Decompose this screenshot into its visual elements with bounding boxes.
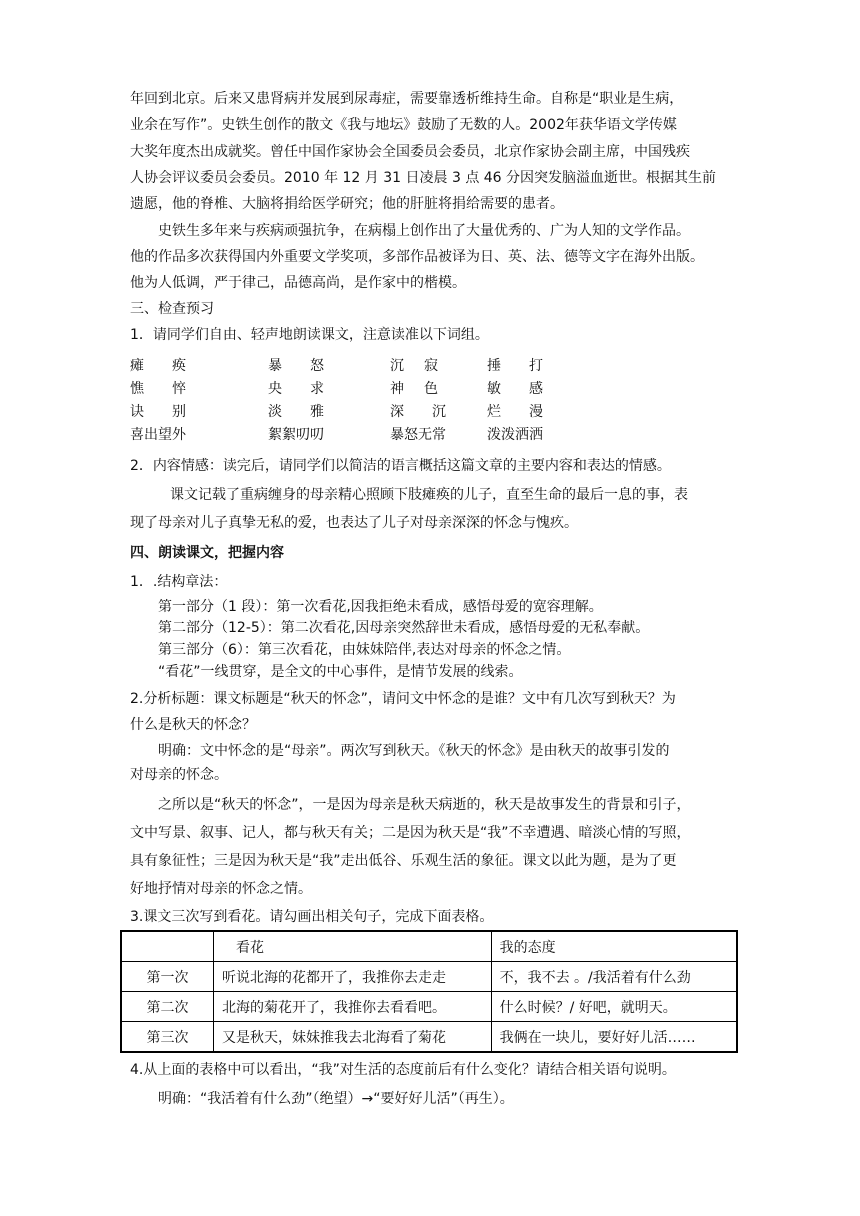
word-list bbox=[130, 355, 570, 447]
explanation-line-2: 文中写景、叙事、记人，都与秋天有关；二是因为秋天是“我”不幸遭遇、暗淡心情的写照， bbox=[130, 825, 691, 841]
section-heading-preview: 三、检查预习 bbox=[130, 301, 214, 317]
structure-thread: “看花”一线贯穿，是全文的中心事件，是情节发展的线索。 bbox=[158, 664, 523, 680]
attitude-answer: 明确：“我活着有什么劲”（绝望）→“要好好儿活”（再生）。 bbox=[158, 1091, 514, 1107]
table-row bbox=[121, 992, 737, 1022]
word: 敏感 bbox=[487, 381, 571, 397]
table-cell: 第二次 bbox=[121, 992, 214, 1022]
table-cell: 听说北海的花都开了，我推你去走走 bbox=[214, 962, 492, 992]
bio-line-7: 他的作品多次获得国内外重要文学奖项，多部作品被译为日、英、法、德等文字在海外出版。 bbox=[130, 249, 704, 265]
answer-2-line-2: 现了母亲对儿子真挚无私的爱，也表达了儿子对母亲深深的怀念与愧疚。 bbox=[130, 515, 578, 531]
word: 淡雅 bbox=[268, 404, 352, 420]
bio-line-8: 他为人低调，严于律己，品德高尚，是作家中的楷模。 bbox=[130, 275, 466, 291]
structure-part-3: 第三部分（6）：第三次看花，由妹妹陪伴,表达对母亲的怀念之情。 bbox=[158, 642, 571, 658]
answer-2-line-1: 课文记载了重病缠身的母亲精心照顾下肢瘫痪的儿子，直至生命的最后一息的事，表 bbox=[170, 487, 688, 503]
answer-title-line-2: 对母亲的怀念。 bbox=[130, 767, 228, 783]
table-row bbox=[121, 1022, 737, 1053]
table-cell: 我俩在一块儿，要好好儿活…… bbox=[491, 1022, 737, 1053]
word: 烂漫 bbox=[487, 404, 571, 420]
word: 憔悴 bbox=[130, 381, 214, 397]
table-cell: 什么时候？/ 好吧，就明天。 bbox=[491, 992, 737, 1022]
table-header-cell: 看花 bbox=[214, 931, 492, 962]
table-cell: 不，我不去 。/我活着有什么劲 bbox=[491, 962, 737, 992]
bio-line-5: 遗愿，他的脊椎、大脑将捐给医学研究；他的肝脏将捐给需要的患者。 bbox=[130, 196, 564, 212]
attitude-question: 4.从上面的表格中可以看出，“我”对生活的态度前后有什么变化？请结合相关语句说明。 bbox=[130, 1062, 676, 1078]
table-cell: 第一次 bbox=[121, 962, 214, 992]
word-row bbox=[130, 355, 570, 378]
table-row bbox=[121, 962, 737, 992]
section-heading-reading: 四、朗读课文，把握内容 bbox=[130, 545, 284, 561]
bio-line-3: 大奖年度杰出成就奖。曾任中国作家协会全国委员会委员，北京作家协会副主席，中国残疾 bbox=[130, 144, 690, 160]
question-2: 2．内容情感：读完后，请同学们以简洁的语言概括这篇文章的主要内容和表达的情感。 bbox=[130, 458, 671, 474]
flower-viewing-table bbox=[120, 930, 738, 1053]
bio-line-2: 业余在写作”。史铁生创作的散文《我与地坛》鼓励了无数的人。2002年获华语文学传媒 bbox=[130, 117, 677, 133]
table-header-cell: 我的态度 bbox=[491, 931, 737, 962]
word-row bbox=[130, 378, 570, 401]
word: 央求 bbox=[268, 381, 352, 397]
bio-line-1: 年回到北京。后来又患肾病并发展到尿毒症，需要靠透析维持生命。自称是“职业是生病， bbox=[130, 91, 684, 107]
structure-part-1: 第一部分（1 段）：第一次看花,因我拒绝未看成，感悟母爱的宽容理解。 bbox=[158, 599, 603, 615]
explanation-line-4: 好地抒情对母亲的怀念之情。 bbox=[130, 881, 312, 897]
word: 泼泼洒洒 bbox=[487, 427, 543, 443]
word: 沉寂 bbox=[390, 358, 458, 374]
word: 暴怒 bbox=[268, 358, 352, 374]
word: 絮絮叨叨 bbox=[268, 427, 324, 443]
table-cell: 又是秋天，妹妹推我去北海看了菊花 bbox=[214, 1022, 492, 1053]
table-cell: 北海的菊花开了，我推你去看看吧。 bbox=[214, 992, 492, 1022]
structure-part-2: 第二部分（12-5）：第二次看花,因母亲突然辞世未看成，感悟母爱的无私奉献。 bbox=[158, 620, 650, 636]
table-header-row bbox=[121, 931, 737, 962]
explanation-line-1: 之所以是“秋天的怀念”，一是因为母亲是秋天病逝的，秋天是故事发生的背景和引子， bbox=[158, 797, 691, 813]
word: 暴怒无常 bbox=[390, 427, 446, 443]
answer-title-line-1: 明确：文中怀念的是“母亲”。两次写到秋天。《秋天的怀念》是由秋天的故事引发的 bbox=[158, 743, 670, 759]
explanation-line-3: 具有象征性；三是因为秋天是“我”走出低谷、乐观生活的象征。课文以此为题，是为了更 bbox=[130, 853, 677, 869]
word: 诀别 bbox=[130, 404, 214, 420]
bio-line-4: 人协会评议委员会委员。2010 年 12 月 31 日凌晨 3 点 46 分因突发脑溢血逝世。根据其生前 bbox=[130, 170, 717, 186]
word-row bbox=[130, 401, 570, 424]
title-question-line-1: 2.分析标题：课文标题是“秋天的怀念”，请问文中怀念的是谁？文中有几次写到秋天？为 bbox=[130, 691, 676, 707]
word: 深沉 bbox=[390, 404, 474, 420]
word: 捶打 bbox=[487, 358, 571, 374]
question-1: 1．请同学们自由、轻声地朗读课文，注意读准以下词组。 bbox=[130, 327, 489, 343]
structure-title: 1．.结构章法： bbox=[130, 574, 228, 590]
table-header-cell bbox=[121, 931, 214, 962]
word: 瘫痪 bbox=[130, 358, 214, 374]
word: 喜出望外 bbox=[130, 427, 186, 443]
table-question: 3.课文三次写到看花。请勾画出相关句子，完成下面表格。 bbox=[130, 909, 494, 925]
word-row bbox=[130, 424, 570, 447]
table-cell: 第三次 bbox=[121, 1022, 214, 1053]
bio-line-6: 史铁生多年来与疾病顽强抗争，在病榻上创作出了大量优秀的、广为人知的文学作品。 bbox=[158, 223, 690, 239]
word: 神色 bbox=[390, 381, 458, 397]
title-question-line-2: 什么是秋天的怀念？ bbox=[130, 717, 256, 733]
